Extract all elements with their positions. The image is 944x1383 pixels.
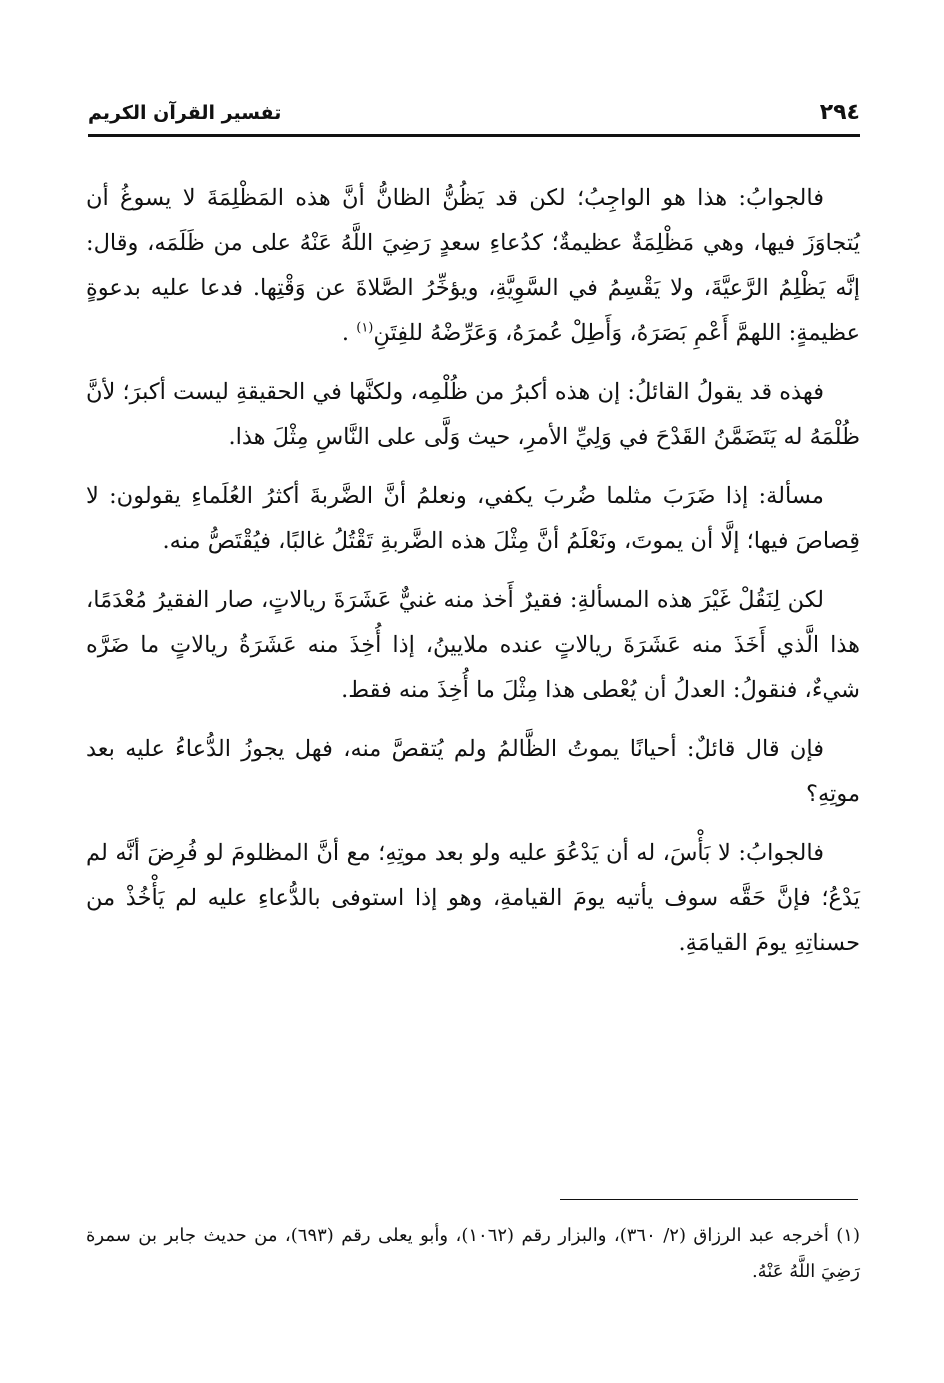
paragraph-tail: . xyxy=(341,320,357,346)
footnote: (١) أخرجه عبد الرزاق (٢/ ٣٦٠)، والبزار رقم (١٠٦٢)، وأبو يعلى رقم (٦٩٣)، من حديث جابر بن سمرة رَضِيَ اللَّهُ عَنْهُ. xyxy=(86,1225,860,1282)
paragraph: مسألة: إذا ضَرَبَ مثلما ضُربَ يكفي، ونعلمُ أنَّ الضَّربةَ أكثرُ العُلَماءِ يقولون: لا قِصاصَ فيها؛ إلَّا أن يموتَ، ونَعْلَمُ أنَّ مِثْلَ هذه الضَّربةِ تَقْتُلُ غالبًا، فيُقْتَصُّ منه. xyxy=(86,483,860,554)
header-rule xyxy=(88,134,860,137)
paragraph-text: فالجوابُ: هذا هو الواجِبُ؛ لكن قد يَظُنُّ الظانُّ أنَّ هذه المَظْلِمَةَ لا يسوغُ أن يُتجاوَزَ فيها، وهي مَظْلِمَةٌ عظيمةٌ؛ كدُعاءِ سعدٍ رَضِيَ اللَّهُ عَنْهُ على من ظَلَمَه، وقال: إنَّه يَظْلِمُ الرَّعيَّةَ، ولا يَقْسِمُ في السَّوِيَّةِ، ويؤخِّرُ الصَّلاةَ عن وَقْتِها. فدعا عليه بدعوةٍ عظيمةٍ: اللهمَّ أَعْمِ بَصَرَهُ، وَأَطِلْ عُمرَهُ، وَعَرِّضْهُ للفِتَنِ xyxy=(86,185,860,346)
paragraph: فالجوابُ: لا بَأْسَ، له أن يَدْعُوَ عليه ولو بعد موتِهِ؛ مع أنَّ المظلومَ لو فُرِضَ أنَّه لم يَدْعُ؛ فإنَّ حَقَّه سوف يأتيه يومَ القيامةِ، وهو إذا استوفى بالدُّعاءِ عليه لم يَأْخُذْ من حسناتِهِ يومَ القيامَةِ. xyxy=(86,840,860,956)
paragraph: لكن لِنَقُلْ غَيْرَ هذه المسألةِ: فقيرٌ أَخذ منه غنيٌّ عَشَرَةَ ريالاتٍ، صار الفقيرُ مُعْدَمًا، هذا الَّذي أَخَذَ منه عَشَرَةَ ريالاتٍ عنده ملايينُ، إذا أُخِذَ منه عَشَرَةُ ريالاتٍ ما ضَرَّه شيءٌ، فنقولُ: العدلُ أن يُعْطى هذا مِثْلَ ما أُخِذَ منه فقط. xyxy=(86,587,860,703)
page-header xyxy=(88,100,860,132)
paragraph: فإن قال قائلٌ: أحيانًا يموتُ الظَّالمُ ولم يُتقصَّ منه، فهل يجوزُ الدُّعاءُ عليه بعد موتِهِ؟ xyxy=(86,736,860,807)
footnote-marker: (١) xyxy=(356,320,374,336)
footnote-separator xyxy=(560,1199,858,1200)
paragraph: فهذه قد يقولُ القائلُ: إن هذه أكبرُ من ظُلْمِه، ولكنَّها في الحقيقةِ ليست أكبرَ؛ لأنَّ ظُلْمَهُ له يَتَضَمَّنُ القَدْحَ في وَلِيِّ الأمرِ، حيث وَلَّى على النَّاسِ مِثْلَ هذا. xyxy=(86,379,860,450)
running-title: تفسير القرآن الكريم xyxy=(88,102,282,124)
page-number: ٢٩٤ xyxy=(819,100,860,125)
main-text xyxy=(86,176,860,980)
footnotes xyxy=(86,1218,860,1290)
paragraph xyxy=(86,176,860,356)
